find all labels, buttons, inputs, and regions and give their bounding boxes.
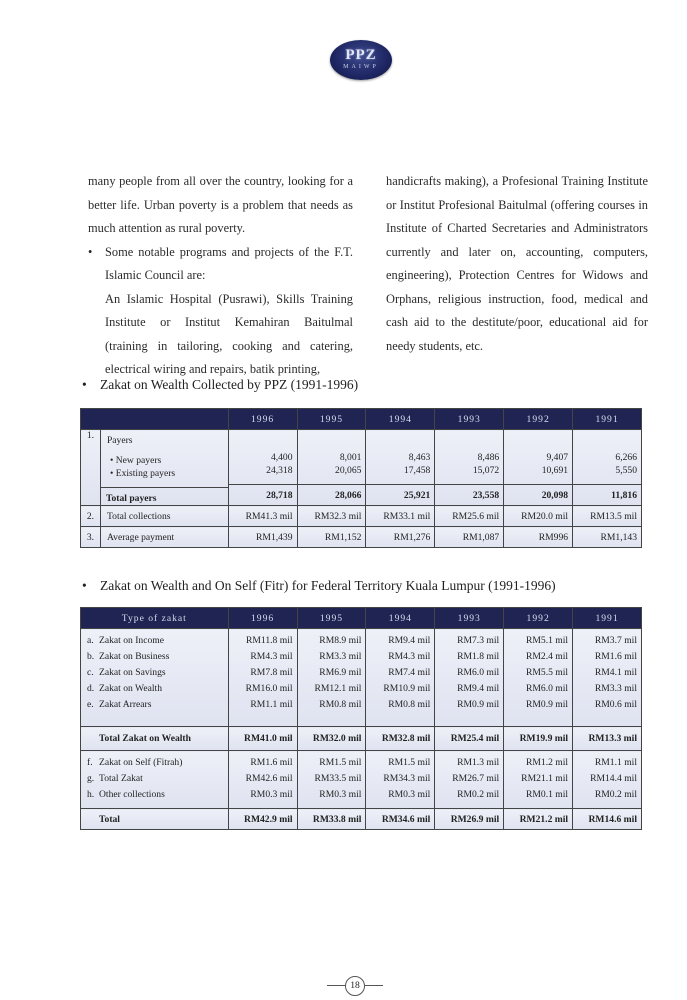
payers-values (366, 430, 435, 506)
header-year: 1995 (297, 608, 366, 629)
header-year: 1991 (573, 409, 642, 430)
header-year: 1995 (297, 409, 366, 430)
cell-value: RM0.6 mil (594, 699, 637, 710)
payers-label: Payers (106, 435, 133, 446)
header-year: 1994 (366, 608, 435, 629)
cell-value: 8,463 (408, 452, 431, 463)
row-index: 2. (81, 506, 101, 527)
cell-value: 11,816 (572, 484, 641, 502)
cell-value: RM1,439 (228, 527, 297, 548)
year-values (228, 751, 297, 809)
row-index: h. (87, 789, 95, 800)
left-text-column (88, 170, 353, 382)
year-values (573, 751, 642, 809)
page-number-label: 18 (345, 976, 365, 996)
cell-value: RM33.1 mil (366, 506, 435, 527)
cell-value: RM9.4 mil (457, 683, 500, 694)
row-label-text: Zakat on Wealth (99, 683, 162, 694)
bullet-icon: • (88, 244, 93, 259)
cell-value: 6,266 (615, 452, 637, 463)
row-index: f. (87, 757, 93, 768)
row-label-text: Zakat on Income (99, 635, 164, 646)
total-row (81, 809, 642, 830)
cell-value: RM33.8 mil (297, 809, 366, 830)
payers-values (435, 430, 504, 506)
header-year: 1996 (228, 608, 297, 629)
cell-value: RM5.5 mil (525, 667, 569, 678)
payers-values (228, 430, 297, 506)
total-row (81, 727, 642, 751)
table1-heading (82, 377, 358, 393)
row-index: e. (87, 699, 94, 710)
cell-value: RM1.8 mil (457, 651, 500, 662)
cell-value: RM3.7 mil (594, 635, 637, 646)
cell-value: RM13.3 mil (573, 727, 642, 751)
new-payers-label: • New payers (109, 455, 162, 466)
cell-value: 28,066 (297, 484, 366, 502)
table1-heading-text: Zakat on Wealth Collected by PPZ (1991-1996) (100, 377, 359, 392)
cell-value: RM26.9 mil (435, 809, 504, 830)
logo-text: PPZ (345, 47, 377, 63)
existing-payers-label: • Existing payers (109, 468, 176, 479)
row-label (87, 771, 228, 787)
payers-values (504, 430, 573, 506)
cell-value: RM32.8 mil (366, 727, 435, 751)
row-index: g. (87, 773, 95, 784)
year-values (504, 751, 573, 809)
row-label-text: Total Zakat (99, 773, 143, 784)
cell-value: RM32.3 mil (297, 506, 366, 527)
right-paragraph-1: handicrafts making), a Profesional Training Institute or Institut Profesional Baitulmal (offering courses in Institute of Charted Secretaries and Administrators currently and later on, accounting, computers, engineering), Protection Centres for Widows and Orphans, religious instruction, food, medical and cash aid to the destitute/poor, educational aid for needy students, etc. (386, 174, 648, 353)
header-year: 1993 (435, 608, 504, 629)
cell-value: RM4.3 mil (388, 651, 431, 662)
cell-value: 20,065 (335, 465, 362, 476)
row-index: 3. (81, 527, 101, 548)
row-label (87, 633, 228, 649)
table-header-row (81, 608, 642, 629)
row-index: d. (87, 683, 95, 694)
cell-value: RM1,143 (573, 527, 642, 548)
cell-value: RM12.1 mil (314, 683, 362, 694)
header-year: 1994 (366, 409, 435, 430)
cell-value: RM996 (504, 527, 573, 548)
table-header-row (81, 409, 642, 430)
cell-value: RM1.2 mil (525, 757, 569, 768)
cell-value: RM25.6 mil (435, 506, 504, 527)
table2-heading (82, 578, 556, 594)
right-text-column (386, 170, 648, 358)
cell-value: 20,098 (503, 484, 572, 502)
total-label: Total (81, 809, 229, 830)
row-index: b. (87, 651, 95, 662)
row-label (87, 665, 228, 681)
cell-value: RM13.5 mil (573, 506, 642, 527)
cell-value: RM21.2 mil (504, 809, 573, 830)
cell-value: RM32.0 mil (297, 727, 366, 751)
divider (365, 985, 383, 986)
payers-cell (100, 430, 228, 506)
cell-value: RM5.1 mil (525, 635, 569, 646)
cell-value: 5,550 (615, 465, 637, 476)
row-label-text: Zakat on Self (Fitrah) (99, 757, 183, 768)
cell-value: RM7.3 mil (457, 635, 500, 646)
left-paragraph-2: Some notable programs and projects of the F.T. Islamic Council are: (105, 244, 353, 282)
table-zakat-by-type (80, 607, 642, 830)
table-zakat-collected (80, 408, 642, 548)
row-labels (81, 751, 229, 809)
ppz-logo (330, 40, 392, 80)
row-label (87, 787, 228, 803)
year-values (435, 629, 504, 727)
cell-value: 4,400 (270, 452, 293, 463)
row-label-text: Zakat on Savings (99, 667, 166, 678)
total-payers-label: Total payers (100, 487, 229, 505)
cell-value: RM0.3 mil (250, 789, 293, 800)
row-index: a. (87, 635, 94, 646)
cell-value: RM7.4 mil (388, 667, 431, 678)
cell-value: RM41.0 mil (228, 727, 297, 751)
left-paragraph-1: many people from all over the country, looking for a better life. Urban poverty is a problem that needs as much attention as rural poverty. (88, 174, 353, 235)
payers-values (573, 430, 642, 506)
cell-value: RM1.1 mil (594, 757, 637, 768)
cell-value: RM1,276 (366, 527, 435, 548)
cell-value: 8,486 (477, 452, 500, 463)
table2-heading-text: Zakat on Wealth and On Self (Fitr) for Federal Territory Kuala Lumpur (1991-1996) (100, 578, 556, 593)
cell-value: RM0.3 mil (388, 789, 431, 800)
table-row (81, 506, 642, 527)
row-label: Total collections (100, 506, 228, 527)
logo-subtext: MAIWP (343, 64, 379, 70)
table-row-group (81, 629, 642, 727)
row-label-text: Zakat Arrears (99, 699, 152, 710)
row-label (87, 697, 228, 713)
header-year: 1992 (504, 409, 573, 430)
cell-value: RM16.0 mil (245, 683, 293, 694)
header-year: 1991 (573, 608, 642, 629)
cell-value: RM6.0 mil (457, 667, 500, 678)
cell-value: 28,718 (228, 484, 297, 502)
row-label (87, 681, 228, 697)
cell-value: RM1.3 mil (457, 757, 500, 768)
cell-value: RM0.2 mil (457, 789, 500, 800)
table-row-group (81, 751, 642, 809)
year-values (297, 629, 366, 727)
cell-value: RM0.1 mil (525, 789, 569, 800)
cell-value: RM3.3 mil (594, 683, 637, 694)
bullet-icon: • (82, 377, 87, 392)
cell-value: RM1.5 mil (319, 757, 362, 768)
cell-value: 25,921 (365, 484, 434, 502)
cell-value: RM14.4 mil (590, 773, 637, 784)
row-label (87, 649, 228, 665)
cell-value: 8,001 (339, 452, 362, 463)
cell-value: RM9.4 mil (388, 635, 431, 646)
year-values (435, 751, 504, 809)
left-paragraph-3-wrap (88, 288, 353, 382)
cell-value: RM0.3 mil (319, 789, 362, 800)
bullet-icon: • (82, 578, 87, 593)
cell-value: RM14.6 mil (573, 809, 642, 830)
page-number (0, 976, 687, 994)
header-blank (81, 409, 229, 430)
cell-value: RM0.9 mil (525, 699, 569, 710)
table-row (81, 527, 642, 548)
cell-value: RM1.5 mil (388, 757, 431, 768)
cell-value: RM1.6 mil (250, 757, 293, 768)
cell-value: RM10.9 mil (383, 683, 431, 694)
cell-value: RM21.1 mil (521, 773, 569, 784)
cell-value: RM1.1 mil (250, 699, 293, 710)
cell-value: RM0.2 mil (594, 789, 637, 800)
cell-value: RM6.0 mil (525, 683, 569, 694)
cell-value: RM3.3 mil (319, 651, 362, 662)
row-label-text: Other collections (99, 789, 165, 800)
cell-value: 9,407 (546, 452, 569, 463)
cell-value: RM1,087 (435, 527, 504, 548)
cell-value: RM0.9 mil (457, 699, 500, 710)
year-values (366, 629, 435, 727)
header-type: Type of zakat (81, 608, 229, 629)
cell-value: RM8.9 mil (319, 635, 362, 646)
table-row (81, 430, 642, 506)
cell-value: 17,458 (403, 465, 431, 476)
row-label (87, 755, 228, 771)
row-index: 1. (81, 430, 101, 506)
cell-value: RM0.8 mil (388, 699, 431, 710)
header-year: 1992 (504, 608, 573, 629)
cell-value: 10,691 (541, 465, 569, 476)
cell-value: RM41.3 mil (228, 506, 297, 527)
row-index: c. (87, 667, 94, 678)
left-bullet-paragraph (88, 241, 353, 288)
cell-value: RM4.1 mil (594, 667, 637, 678)
cell-value: RM0.8 mil (319, 699, 362, 710)
cell-value: 23,558 (434, 484, 503, 502)
year-values (573, 629, 642, 727)
year-values (297, 751, 366, 809)
cell-value: RM19.9 mil (504, 727, 573, 751)
cell-value: RM4.3 mil (250, 651, 293, 662)
cell-value: RM1.6 mil (594, 651, 637, 662)
cell-value: RM34.6 mil (366, 809, 435, 830)
year-values (504, 629, 573, 727)
header-year: 1993 (435, 409, 504, 430)
total-label: Total Zakat on Wealth (81, 727, 229, 751)
cell-value: 24,318 (266, 465, 293, 476)
cell-value: RM34.3 mil (383, 773, 431, 784)
row-label-text: Zakat on Business (99, 651, 170, 662)
cell-value: RM42.9 mil (228, 809, 297, 830)
divider (327, 985, 345, 986)
year-values (366, 751, 435, 809)
cell-value: RM6.9 mil (319, 667, 362, 678)
row-label: Average payment (100, 527, 228, 548)
payers-values (297, 430, 366, 506)
year-values (228, 629, 297, 727)
cell-value: 15,072 (472, 465, 500, 476)
cell-value: RM2.4 mil (525, 651, 569, 662)
cell-value: RM7.8 mil (250, 667, 293, 678)
cell-value: RM20.0 mil (504, 506, 573, 527)
left-paragraph-3: An Islamic Hospital (Pusrawi), Skills Training Institute or Institut Kemahiran Baitulmal (training in tailoring, cooking and catering, electrical wiring and repairs, batik printing, (105, 291, 353, 376)
header-year: 1996 (228, 409, 297, 430)
cell-value: RM1,152 (297, 527, 366, 548)
cell-value: RM25.4 mil (435, 727, 504, 751)
cell-value: RM11.8 mil (245, 635, 293, 646)
cell-value: RM33.5 mil (314, 773, 362, 784)
row-labels (81, 629, 229, 727)
cell-value: RM26.7 mil (452, 773, 500, 784)
cell-value: RM42.6 mil (245, 773, 293, 784)
